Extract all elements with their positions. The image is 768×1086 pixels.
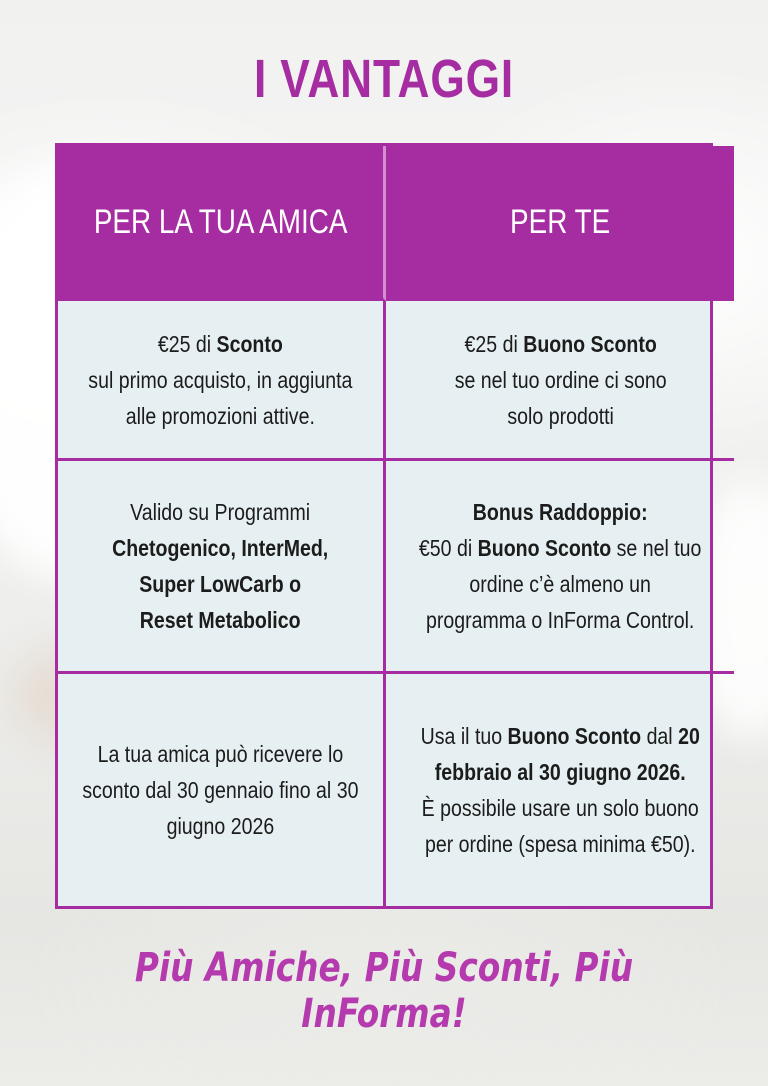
cell-friend-discount: €25 di Sconto sul primo acquisto, in aggiunta alle promozioni attive. — [58, 301, 386, 461]
cell-friend-dates: La tua amica può ricevere lo sconto dal 30 gennaio fino al 30 giugno 2026 — [58, 674, 386, 906]
header-friend: PER LA TUA AMICA — [58, 146, 386, 301]
cell-you-voucher: €25 di Buono Sconto se nel tuo ordine ci sono solo prodotti — [386, 301, 734, 461]
cell-you-dates: Usa il tuo Buono Sconto dal 20 febbraio al 30 giugno 2026. È possibile usare un solo buono per ordine (spesa minima €50). — [420, 723, 700, 857]
slogan: Più Amiche, Più Sconti, Più InForma! — [134, 945, 634, 1037]
cell-you-bonus: Bonus Raddoppio: €50 di Buono Sconto se nel tuo ordine c’è almeno un programma o InForma Control. — [386, 461, 734, 674]
page-title: I VANTAGGI — [254, 49, 514, 109]
header-you: PER TE — [386, 146, 734, 301]
benefits-table — [55, 143, 713, 909]
cell-friend-programs: Valido su Programmi Chetogenico, InterMed, Super LowCarb o Reset Metabolico — [58, 461, 386, 674]
